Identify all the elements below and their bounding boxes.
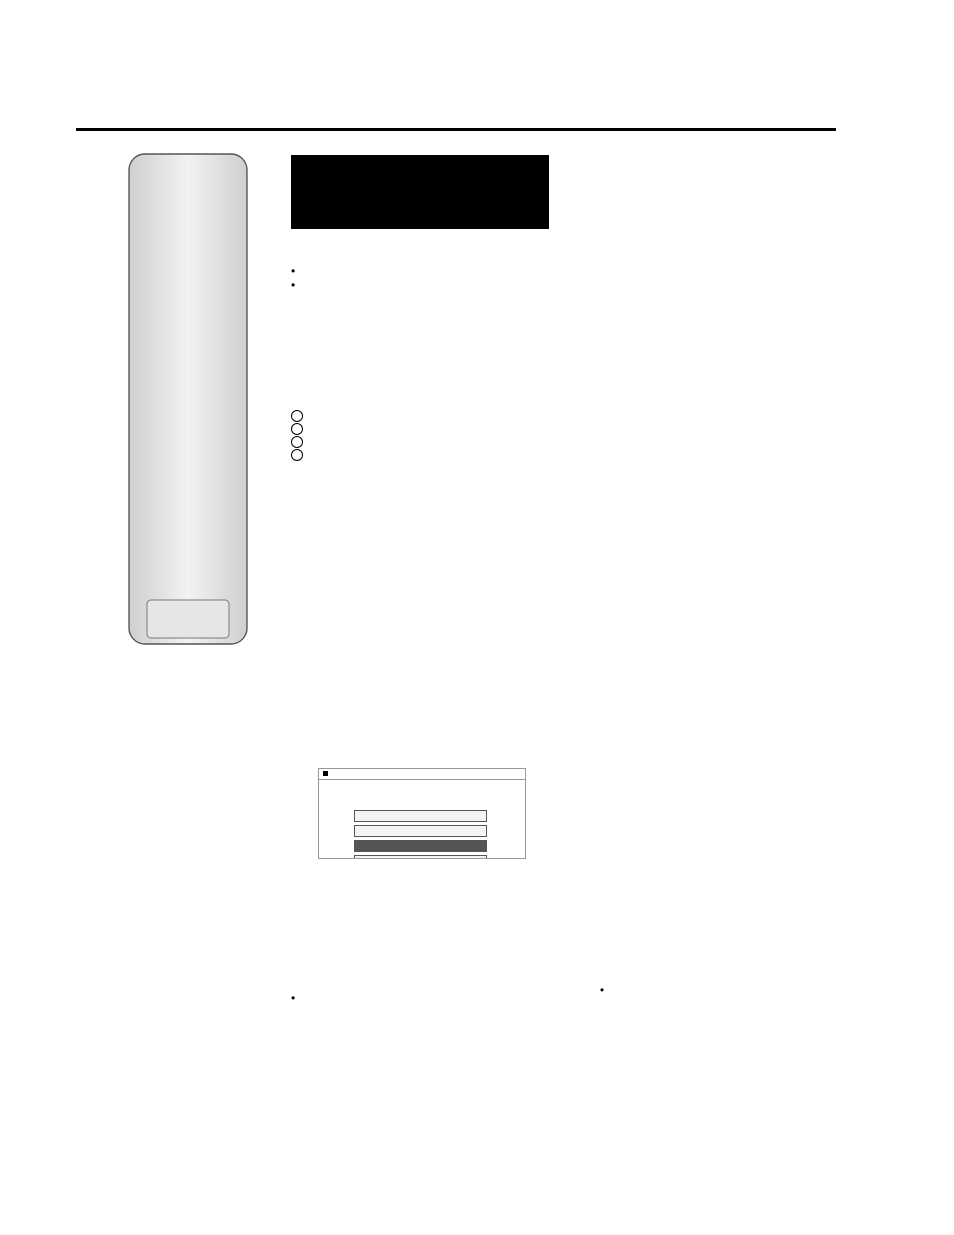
prep-item <box>291 435 549 448</box>
prep-item <box>291 448 549 461</box>
prep-item <box>291 409 549 422</box>
timer-menu-screen <box>318 768 526 859</box>
remote-control-illustration <box>125 152 252 647</box>
intro-bullet: • <box>291 264 296 278</box>
preparation-block <box>291 406 549 461</box>
menu-item[interactable] <box>354 825 487 837</box>
step10-note: • <box>600 985 605 997</box>
section-heading <box>291 155 549 229</box>
intro-block <box>291 263 549 292</box>
menu-item[interactable] <box>354 810 487 822</box>
daily-bullet: • <box>291 991 296 1005</box>
prep-item <box>291 422 549 435</box>
intro-bullet: • <box>291 278 296 292</box>
menu-item[interactable] <box>354 855 487 859</box>
menu-item-selected[interactable] <box>354 840 487 852</box>
title-rule <box>76 128 836 131</box>
daily-weekly-block <box>291 991 549 1005</box>
